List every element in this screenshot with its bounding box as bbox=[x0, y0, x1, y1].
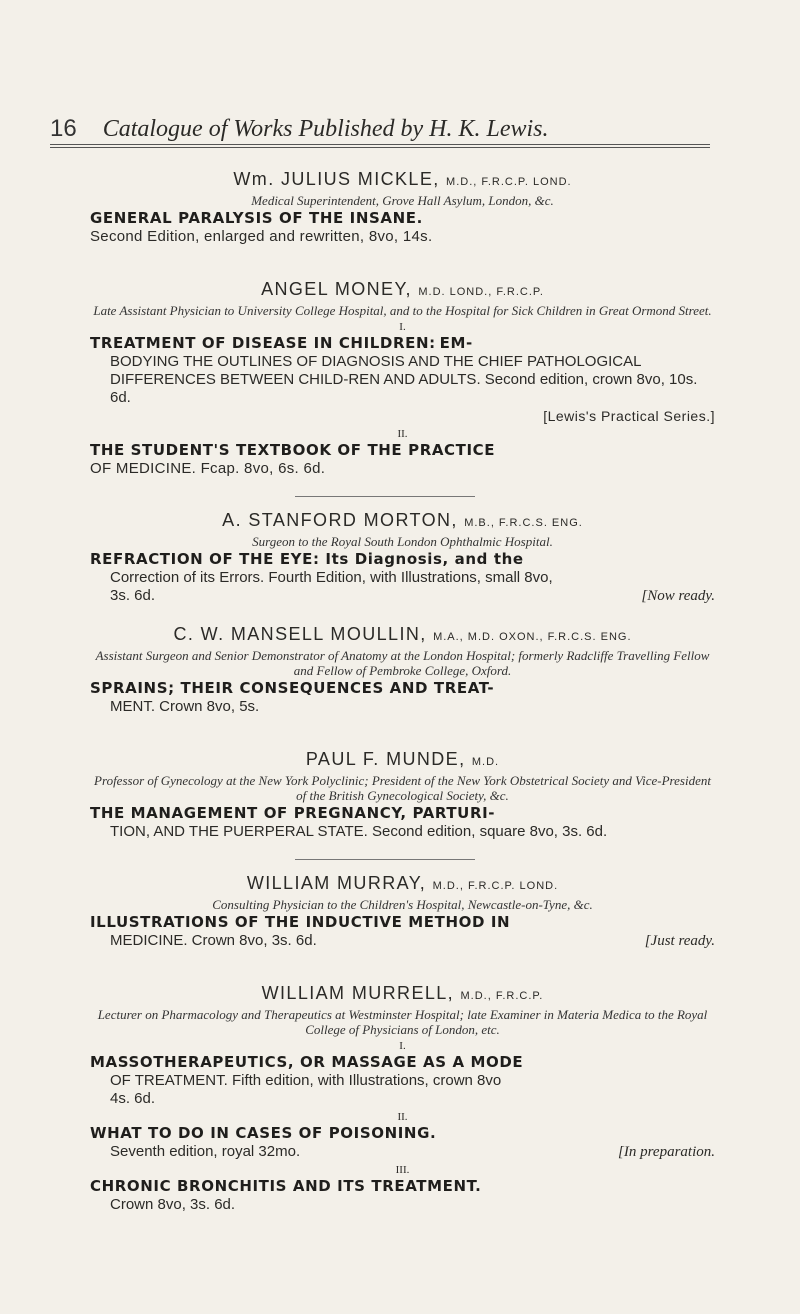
roman-numeral: III. bbox=[395, 1164, 410, 1176]
work-details: MEDICINE. Crown 8vo, 3s. 6d. bbox=[110, 932, 317, 949]
author-entry bbox=[90, 168, 715, 246]
work-title: GENERAL PARALYSIS OF THE INSANE. bbox=[90, 209, 423, 227]
author-description: Lecturer on Pharmacology and Therapeutics at Westminster Hospital; late Examiner in Materia Medica to the Royal College of Physicians of London, etc. bbox=[97, 1007, 708, 1037]
work-details: Second Edition, enlarged and rewritten, 8vo, 14s. bbox=[90, 228, 433, 245]
author-name: A. STANFORD MORTON, bbox=[222, 510, 458, 530]
availability-status: [In preparation. bbox=[618, 1144, 715, 1160]
work-item bbox=[90, 1053, 715, 1108]
work-details: OF TREATMENT. Fifth edition, with Illustrations, crown 8vo bbox=[110, 1072, 502, 1089]
author-heading bbox=[90, 748, 715, 773]
work-price: 4s. 6d. bbox=[110, 1090, 156, 1107]
roman-numeral: I. bbox=[399, 321, 406, 333]
work-details-line bbox=[90, 1143, 715, 1161]
availability-status: [Just ready. bbox=[644, 933, 715, 949]
work-item bbox=[90, 550, 715, 605]
author-degrees: M.D., F.R.C.P. LOND. bbox=[446, 176, 572, 188]
author-heading bbox=[90, 623, 715, 648]
author-entry bbox=[90, 748, 715, 841]
work-details-line bbox=[90, 932, 715, 950]
roman-numeral: I. bbox=[399, 1040, 406, 1052]
work-item bbox=[90, 679, 715, 716]
work-item bbox=[90, 1177, 715, 1214]
work-details: OF MEDICINE. Fcap. 8vo, 6s. 6d. bbox=[90, 460, 326, 477]
work-title: ILLUSTRATIONS OF THE INDUCTIVE METHOD IN bbox=[90, 913, 511, 931]
author-degrees: M.D. bbox=[471, 756, 500, 768]
author-name: PAUL F. MUNDE, bbox=[305, 749, 466, 769]
author-heading bbox=[90, 872, 715, 897]
author-heading bbox=[90, 168, 715, 193]
author-degrees: M.D., F.R.C.P. bbox=[460, 990, 544, 1002]
author-description: Professor of Gynecology at the New York Polyclinic; President of the New York Obstetrical Society and Vice-President of the British Gynecological Society, &c. bbox=[94, 773, 711, 803]
author-name: ANGEL MONEY, bbox=[261, 279, 412, 299]
entry-divider bbox=[295, 496, 475, 497]
work-title: REFRACTION OF THE EYE: Its Diagnosis, and the bbox=[90, 550, 524, 568]
work-title: TREATMENT OF DISEASE IN CHILDREN: bbox=[90, 334, 436, 352]
author-heading bbox=[90, 982, 715, 1007]
author-description: Consulting Physician to the Children's Hospital, Newcastle-on-Tyne, &c. bbox=[212, 897, 593, 912]
work-item bbox=[90, 441, 715, 478]
work-title: WHAT TO DO IN CASES OF POISONING. bbox=[90, 1124, 437, 1142]
author-name: C. W. MANSELL MOULLIN, bbox=[173, 624, 427, 644]
author-entry bbox=[90, 278, 715, 478]
author-heading bbox=[90, 278, 715, 303]
work-details: Seventh edition, royal 32mo. bbox=[110, 1143, 301, 1160]
running-title: Catalogue of Works Published by H. K. Lewis. bbox=[102, 116, 549, 142]
catalogue-content bbox=[90, 168, 715, 1232]
author-degrees: M.D. LOND., F.R.C.P. bbox=[418, 286, 544, 298]
work-details: MENT. Crown 8vo, 5s. bbox=[110, 698, 260, 715]
header-rule bbox=[50, 144, 710, 148]
work-details: TION, AND THE PUERPERAL STATE. Second edition, square 8vo, 3s. 6d. bbox=[110, 823, 608, 840]
work-item bbox=[90, 1124, 715, 1161]
work-price: 3s. 6d. bbox=[110, 587, 156, 604]
work-title: MASSOTHERAPEUTICS, OR MASSAGE AS A MODE bbox=[90, 1053, 524, 1071]
author-degrees: M.B., F.R.C.S. ENG. bbox=[464, 517, 583, 529]
work-title: CHRONIC BRONCHITIS AND ITS TREATMENT. bbox=[90, 1177, 482, 1195]
author-entry bbox=[90, 509, 715, 605]
work-title: SPRAINS; THEIR CONSEQUENCES AND TREAT- bbox=[90, 679, 495, 697]
work-item bbox=[90, 334, 715, 425]
page-number: 16 bbox=[50, 115, 77, 142]
work-title-continuation: EM- bbox=[439, 334, 473, 352]
entry-divider bbox=[295, 859, 475, 860]
page-header bbox=[50, 115, 710, 143]
work-item bbox=[90, 804, 715, 841]
author-description: Surgeon to the Royal South London Ophthalmic Hospital. bbox=[252, 534, 553, 549]
author-name: WILLIAM MURRAY, bbox=[246, 873, 427, 893]
work-title: THE MANAGEMENT OF PREGNANCY, PARTURI- bbox=[90, 804, 496, 822]
work-details: Crown 8vo, 3s. 6d. bbox=[110, 1196, 236, 1213]
roman-numeral: II. bbox=[397, 1111, 408, 1123]
author-description: Assistant Surgeon and Senior Demonstrator of Anatomy at the London Hospital; formerly Radcliffe Travelling Fellow and Fellow of Pembroke College, Oxford. bbox=[95, 648, 710, 678]
author-entry bbox=[90, 623, 715, 716]
availability-status: [Now ready. bbox=[641, 588, 715, 604]
author-entry bbox=[90, 982, 715, 1214]
work-title: THE STUDENT'S TEXTBOOK OF THE PRACTICE bbox=[90, 441, 496, 459]
work-details: BODYING THE OUTLINES OF DIAGNOSIS AND THE CHIEF PATHOLOGICAL DIFFERENCES BETWEEN CHILD-REN AND ADULTS. Second edition, crown 8vo, 10s. 6d. bbox=[110, 353, 698, 406]
series-note: [Lewis's Practical Series.] bbox=[543, 408, 715, 424]
author-description: Medical Superintendent, Grove Hall Asylum, London, &c. bbox=[251, 193, 554, 208]
author-name: Wm. JULIUS MICKLE, bbox=[233, 169, 440, 189]
roman-numeral: II. bbox=[397, 428, 408, 440]
work-item bbox=[90, 913, 715, 950]
author-description: Late Assistant Physician to University College Hospital, and to the Hospital for Sick Children in Great Ormond Street. bbox=[93, 303, 712, 318]
author-degrees: M.D., F.R.C.P. LOND. bbox=[432, 880, 559, 892]
author-name: WILLIAM MURRELL, bbox=[261, 983, 455, 1003]
author-entry bbox=[90, 872, 715, 950]
work-details: Correction of its Errors. Fourth Edition, with Illustrations, small 8vo, bbox=[110, 569, 553, 586]
work-details-line bbox=[90, 587, 715, 605]
author-degrees: M.A., M.D. OXON., F.R.C.S. ENG. bbox=[433, 631, 632, 643]
author-heading bbox=[90, 509, 715, 534]
work-item bbox=[90, 209, 715, 246]
